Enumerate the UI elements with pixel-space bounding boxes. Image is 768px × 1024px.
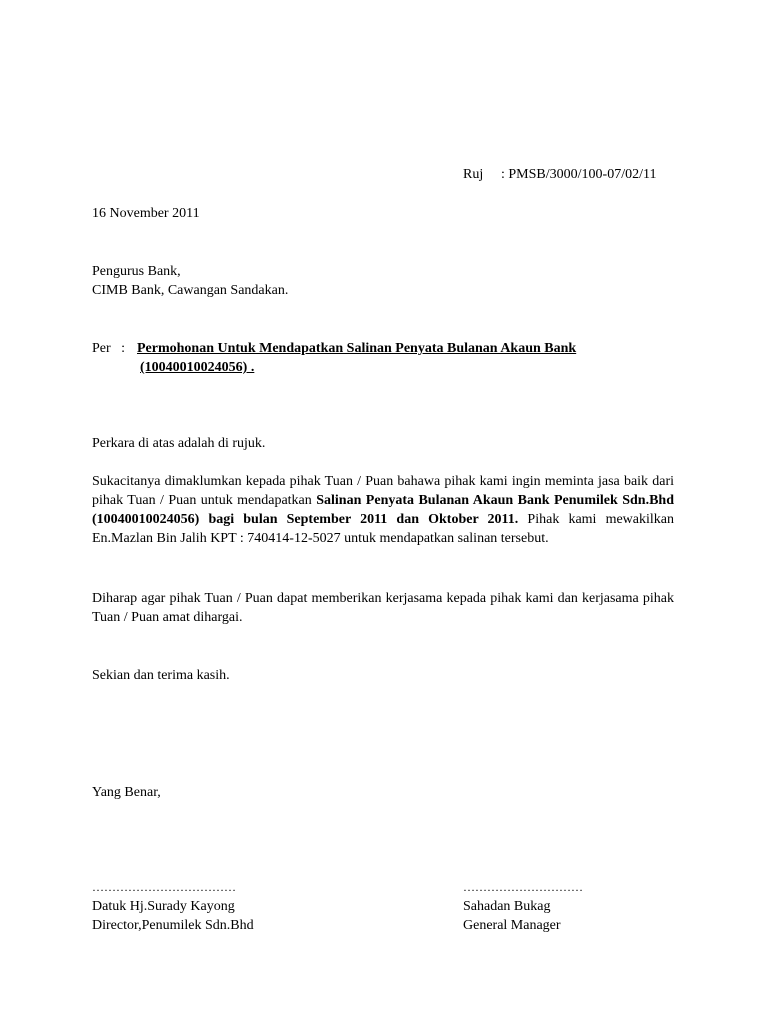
reference-value: : PMSB/3000/100-07/02/11 bbox=[501, 167, 657, 182]
recipient-line-2: CIMB Bank, Cawangan Sandakan. bbox=[92, 283, 289, 298]
closing-salutation: Yang Benar, bbox=[92, 785, 161, 800]
paragraph-cooperation: Diharap agar pihak Tuan / Puan dapat memberikan kerjasama kepada pihak kami dan kerjasama pihak Tuan / Puan amat dihargai. bbox=[92, 591, 674, 625]
paragraph-request bbox=[92, 472, 674, 548]
paragraph-reference: Perkara di atas adalah di rujuk. bbox=[92, 436, 266, 451]
signature-line: ……………………………… bbox=[92, 880, 236, 894]
recipient-address bbox=[92, 262, 288, 300]
paragraph-thanks: Sekian dan terima kasih. bbox=[92, 668, 230, 683]
subject-prefix: Per : bbox=[92, 341, 126, 356]
letter-date: 16 November 2011 bbox=[92, 206, 200, 221]
signatory-title: Director,Penumilek Sdn.Bhd bbox=[92, 918, 254, 933]
signature-line: ………………………… bbox=[463, 880, 583, 894]
paragraph-request-intro: Sukacitanya dimaklumkan kepada pihak Tuan / Puan bahawa pihak kami ingin meminta jasa baik dari pihak Tuan / Puan untuk mendapatkan bbox=[92, 474, 674, 508]
signature-block-director bbox=[92, 878, 254, 935]
signatory-title: General Manager bbox=[463, 918, 561, 933]
paragraph-request-highlight: Salinan Penyata Bulanan Akaun Bank Penumilek Sdn.Bhd (10040010024056) bagi bulan September 2011 dan Oktober 2011. bbox=[92, 493, 674, 527]
signatory-name: Datuk Hj.Surady Kayong bbox=[92, 899, 235, 914]
recipient-line-1: Pengurus Bank, bbox=[92, 264, 181, 279]
paragraph-request-outro: Pihak kami mewakilkan En.Mazlan Bin Jalih KPT : 740414-12-5027 untuk mendapatkan salinan tersebut. bbox=[92, 512, 674, 546]
subject-title-line-1: Permohonan Untuk Mendapatkan Salinan Penyata Bulanan Akaun Bank bbox=[137, 341, 577, 356]
signatory-name: Sahadan Bukag bbox=[463, 899, 551, 914]
subject-title-line-2: (10040010024056) . bbox=[140, 360, 255, 375]
reference-label: Ruj bbox=[463, 167, 484, 182]
signature-block-manager bbox=[463, 878, 583, 935]
subject-line bbox=[92, 339, 692, 377]
reference-number bbox=[463, 165, 656, 184]
